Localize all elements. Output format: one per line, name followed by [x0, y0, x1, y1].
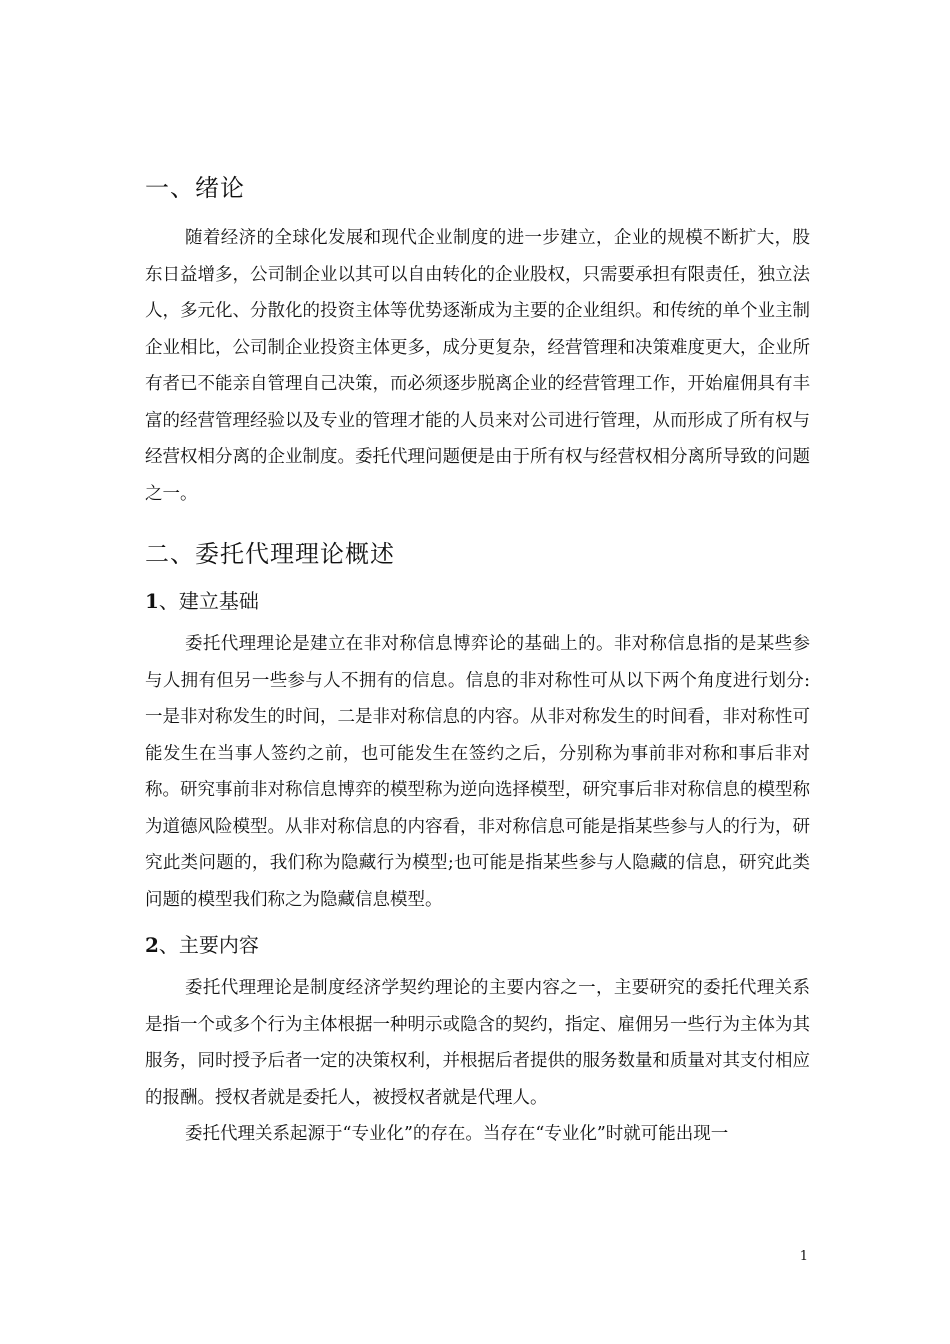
foundation-paragraph: 委托代理理论是建立在非对称信息博弈论的基础上的。非对称信息指的是某些参与人拥有但另一些参与人不拥有的信息。信息的非对称性可从以下两个角度进行划分:一是非对称发生的时间，二是非对称信息的内容。从非对称发生的时间看，非对称性可能发生在当事人签约之前，也可能发生在签约之后，分别称为事前非对称和事后非对称。研究事前非对称信息博弈的模型称为逆向选择模型，研究事后非对称信息的模型称为道德风险模型。从非对称信息的内容看，非对称信息可能是指某些参与人的行为，研究此类问题的，我们称为隐藏行为模型;也可能是指某些参与人隐藏的信息，研究此类问题的模型我们称之为隐藏信息模型。	[145, 634, 810, 910]
subheading-title: 、主要内容	[158, 933, 259, 957]
page-body	[145, 168, 810, 1153]
main-content-paragraph: 委托代理理论是制度经济学契约理论的主要内容之一，主要研究的委托代理关系是指一个或多个行为主体根据一种明示或隐含的契约，指定、雇佣另一些行为主体为其服务，同时授予后者一定的决策权利，并根据后者提供的服务数量和质量对其支付相应的报酬。授权者就是委托人，被授权者就是代理人。	[145, 978, 810, 1108]
page-number: 1	[799, 1249, 808, 1264]
subheading-main-content	[145, 928, 810, 962]
section-heading-theory-overview: 二、委托代理理论概述	[145, 540, 395, 568]
subheading-title: 、建立基础	[158, 589, 259, 613]
subheading-foundation	[145, 584, 810, 618]
specialization-paragraph: 委托代理关系起源于“专业化”的存在。当存在“专业化”时就可能出现一	[185, 1124, 729, 1144]
subheading-number: 1	[145, 589, 159, 613]
subheading-number: 2	[145, 933, 159, 957]
section-heading-introduction: 一、绪论	[145, 174, 245, 202]
intro-paragraph: 随着经济的全球化发展和现代企业制度的进一步建立，企业的规模不断扩大，股东日益增多，公司制企业以其可以自由转化的企业股权，只需要承担有限责任，独立法人，多元化、分散化的投资主体等优势逐渐成为主要的企业组织。和传统的单个业主制企业相比，公司制企业投资主体更多，成分更复杂，经营管理和决策难度更大，企业所有者已不能亲自管理自己决策，而必须逐步脱离企业的经营管理工作，开始雇佣具有丰富的经营管理经验以及专业的管理才能的人员来对公司进行管理，从而形成了所有权与经营权相分离的企业制度。委托代理问题便是由于所有权与经营权相分离所导致的问题之一。	[145, 228, 810, 504]
